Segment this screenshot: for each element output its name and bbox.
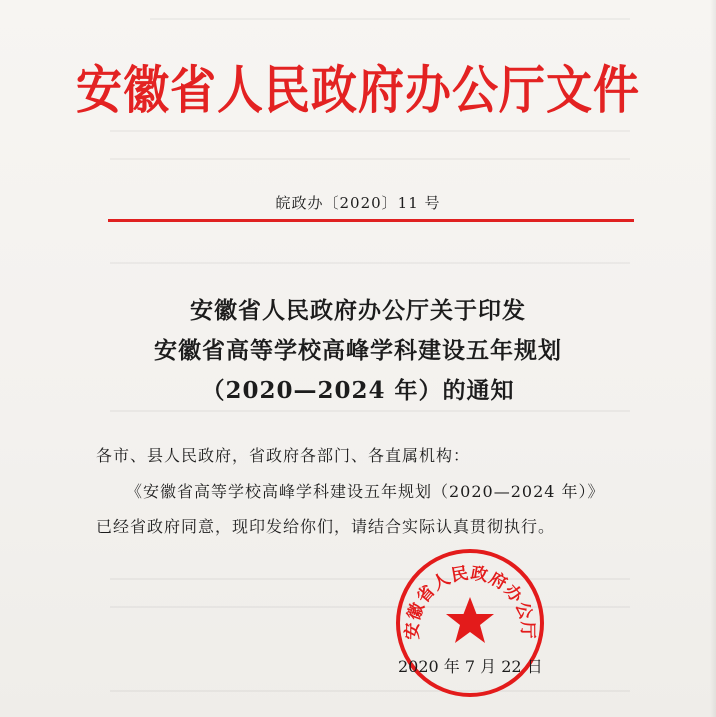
bleed-through-line (110, 690, 630, 692)
page-edge-shadow (710, 0, 716, 717)
bleed-through-line (110, 130, 630, 132)
bleed-through-line (110, 578, 630, 580)
seal-text-path: 安徽省人民政府办公厅 (402, 563, 538, 640)
notice-title-line-1: 安徽省人民政府办公厅关于印发 (190, 297, 526, 324)
letterhead-title: 安徽省人民政府办公厅文件 (76, 60, 640, 121)
notice-title-line-2: 安徽省高等学校高峰学科建设五年规划 (154, 337, 562, 364)
official-seal-icon (392, 545, 548, 701)
salutation: 各市、县人民政府，省政府各部门、各直属机构： (96, 446, 471, 465)
issue-date: 2020 年 7 月 22 日 (398, 657, 543, 676)
body-line-1: 《安徽省高等学校高峰学科建设五年规划（2020—2024 年）》 (126, 482, 605, 501)
bleed-through-line (110, 606, 630, 608)
seal-star (446, 597, 494, 643)
notice-title-line-3: （2020—2024 年）的通知 (201, 377, 515, 404)
red-divider (108, 219, 634, 222)
bleed-through-line (110, 410, 630, 412)
body-line-2: 已经省政府同意，现印发给你们，请结合实际认真贯彻执行。 (96, 517, 556, 536)
document-number: 皖政办〔2020〕11 号 (275, 194, 441, 212)
bleed-through-line (150, 18, 630, 20)
bleed-through-line (110, 158, 630, 160)
bleed-through-line (110, 262, 630, 264)
